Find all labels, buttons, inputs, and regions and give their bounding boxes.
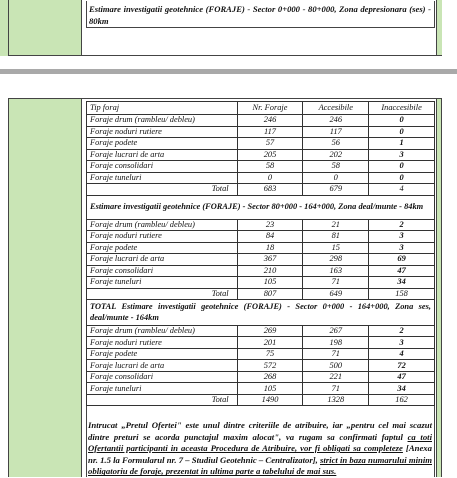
- row-label: Foraje consolidari: [87, 265, 238, 277]
- cell-nr: 23: [237, 219, 303, 231]
- table-row: [87, 219, 435, 231]
- table-row: [87, 149, 435, 161]
- table-row: [87, 254, 435, 266]
- row-label: Foraje noduri rutiere: [87, 126, 238, 138]
- top-table-fragment: [0, 0, 457, 56]
- table-row: [87, 115, 435, 127]
- page-gap: [0, 56, 457, 69]
- cell-nr: 58: [237, 161, 303, 173]
- total-label: Total: [87, 394, 238, 406]
- header-accesibile: Accesibile: [303, 102, 369, 115]
- cell-inacc: 47: [369, 371, 435, 383]
- cell-acc: 58: [303, 161, 369, 173]
- cell-nr: 75: [237, 348, 303, 360]
- table-row: [87, 138, 435, 150]
- total-nr: 683: [237, 184, 303, 196]
- table-total-row: [87, 184, 435, 196]
- cell-acc: 71: [303, 348, 369, 360]
- row-label: Foraje tuneluri: [87, 277, 238, 289]
- total-inacc: 162: [369, 394, 435, 406]
- page-gap-lower: [0, 74, 457, 98]
- cell-nr: 201: [237, 337, 303, 349]
- total-label: Total: [87, 184, 238, 196]
- table-row: [87, 161, 435, 173]
- cell-acc: 267: [303, 325, 369, 337]
- total-acc: 1328: [303, 394, 369, 406]
- table-row: [87, 371, 435, 383]
- table-row: [87, 265, 435, 277]
- cell-inacc: 1: [369, 138, 435, 150]
- cell-acc: 198: [303, 337, 369, 349]
- cell-inacc: 3: [369, 337, 435, 349]
- cell-acc: 15: [303, 242, 369, 254]
- cell-nr: 84: [237, 231, 303, 243]
- paragraph-text-3: [Anexa nr. 1.5 la Formularul nr. 7 – Studiul Geotehnic – Centralizator],: [88, 443, 432, 465]
- table-row: [87, 337, 435, 349]
- paragraph-text-2-underlined: ca toti Ofertantii participanti in aceasta Procedura de Atribuire, vor fi obligati sa completeze: [88, 431, 432, 454]
- total-inacc: 4: [369, 184, 435, 196]
- cell-nr: 246: [237, 115, 303, 127]
- total-inacc: 158: [369, 288, 435, 300]
- cell-acc: 202: [303, 149, 369, 161]
- paragraph-text-4-underlined: strict in baza numarului minim obligatoriu de foraje, prezentat in ultima parte a tabelului de mai sus.: [88, 454, 432, 477]
- row-label: Foraje lucrari de arta: [87, 254, 238, 266]
- total-nr: 807: [237, 288, 303, 300]
- cell-inacc: 3: [369, 242, 435, 254]
- cell-inacc: 0: [369, 126, 435, 138]
- right-margin-cell-main: [436, 98, 442, 477]
- right-margin-cell: [436, 0, 442, 56]
- main-top-border: [82, 98, 436, 99]
- cell-acc: 221: [303, 371, 369, 383]
- left-margin-cell: [0, 0, 82, 56]
- header-nr-foraje: Nr. Foraje: [237, 102, 303, 115]
- left-margin-cell-main: [8, 98, 82, 477]
- drilling-table: [86, 101, 435, 406]
- cell-nr: 205: [237, 149, 303, 161]
- cell-acc: 117: [303, 126, 369, 138]
- section-heading: Estimare investigatii geotehnice (FORAJE) - Sector 80+000 - 164+000, Zona deal/munte - 84km: [87, 195, 435, 219]
- section-heading: TOTAL Estimare investigatii geotehnice (FORAJE) - Sector 0+000 - 164+000, Zona ses, deal/munte - 164km: [87, 300, 435, 326]
- row-label: Foraje consolidari: [87, 371, 238, 383]
- cell-acc: 298: [303, 254, 369, 266]
- cell-nr: 572: [237, 360, 303, 372]
- cell-acc: 163: [303, 265, 369, 277]
- row-label: Foraje lucrari de arta: [87, 360, 238, 372]
- section-heading-row: [87, 300, 435, 326]
- header-tip-foraj: Tip foraj: [87, 102, 238, 115]
- total-label: Total: [87, 288, 238, 300]
- table-total-row: [87, 394, 435, 406]
- row-label: Foraje noduri rutiere: [87, 231, 238, 243]
- cell-inacc: 34: [369, 383, 435, 395]
- cell-inacc: 72: [369, 360, 435, 372]
- cell-nr: 18: [237, 242, 303, 254]
- row-label: Foraje lucrari de arta: [87, 149, 238, 161]
- cell-nr: 105: [237, 277, 303, 289]
- cell-nr: 268: [237, 371, 303, 383]
- cell-inacc: 2: [369, 325, 435, 337]
- cell-nr: 210: [237, 265, 303, 277]
- table-row: [87, 325, 435, 337]
- table-row: [87, 360, 435, 372]
- table-row: [87, 231, 435, 243]
- cell-acc: 71: [303, 277, 369, 289]
- left-border-line: [8, 0, 9, 56]
- header-inaccesibile: Inaccesibile: [369, 102, 435, 115]
- cell-inacc: 69: [369, 254, 435, 266]
- row-label: Foraje tuneluri: [87, 172, 238, 184]
- cell-inacc: 3: [369, 149, 435, 161]
- table-row: [87, 383, 435, 395]
- cell-inacc: 47: [369, 265, 435, 277]
- cell-nr: 117: [237, 126, 303, 138]
- cell-acc: 246: [303, 115, 369, 127]
- table-header-row: [87, 102, 435, 115]
- cell-acc: 81: [303, 231, 369, 243]
- cell-inacc: 0: [369, 161, 435, 173]
- paragraph-text-1: Intrucat „Pretul Ofertei" este unul dintre criteriile de atribuire, iar „pentru cel mai scazut dintre preturi se acorda punctajul maxim alocat", va rugam sa confirmati faptul: [88, 420, 432, 442]
- total-acc: 649: [303, 288, 369, 300]
- total-acc: 679: [303, 184, 369, 196]
- cell-nr: 367: [237, 254, 303, 266]
- top-section-heading: Estimare investigatii geotehnice (FORAJE) - Sector 0+000 - 80+000, Zona depresionara (ses) - 80km: [89, 4, 431, 26]
- table-row: [87, 277, 435, 289]
- table-total-row: [87, 288, 435, 300]
- row-label: Foraje drum (rambleu/ debleu): [87, 219, 238, 231]
- cell-nr: 269: [237, 325, 303, 337]
- cell-nr: 105: [237, 383, 303, 395]
- row-label: Foraje drum (rambleu/ debleu): [87, 115, 238, 127]
- row-label: Foraje tuneluri: [87, 383, 238, 395]
- row-label: Foraje noduri rutiere: [87, 337, 238, 349]
- cell-acc: 500: [303, 360, 369, 372]
- clarification-paragraph: [88, 420, 432, 478]
- total-nr: 1490: [237, 394, 303, 406]
- table-row: [87, 126, 435, 138]
- row-label: Foraje podete: [87, 348, 238, 360]
- cell-inacc: 0: [369, 172, 435, 184]
- cell-acc: 21: [303, 219, 369, 231]
- cell-inacc: 2: [369, 219, 435, 231]
- cell-nr: 0: [237, 172, 303, 184]
- table-row: [87, 172, 435, 184]
- table-row: [87, 348, 435, 360]
- table-row: [87, 242, 435, 254]
- cell-acc: 71: [303, 383, 369, 395]
- cell-nr: 57: [237, 138, 303, 150]
- cell-acc: 0: [303, 172, 369, 184]
- cell-inacc: 34: [369, 277, 435, 289]
- cell-inacc: 4: [369, 348, 435, 360]
- row-label: Foraje podete: [87, 242, 238, 254]
- row-label: Foraje consolidari: [87, 161, 238, 173]
- section-heading-row: [87, 195, 435, 219]
- cell-inacc: 3: [369, 231, 435, 243]
- row-label: Foraje podete: [87, 138, 238, 150]
- cell-acc: 56: [303, 138, 369, 150]
- cell-inacc: 0: [369, 115, 435, 127]
- row-label: Foraje drum (rambleu/ debleu): [87, 325, 238, 337]
